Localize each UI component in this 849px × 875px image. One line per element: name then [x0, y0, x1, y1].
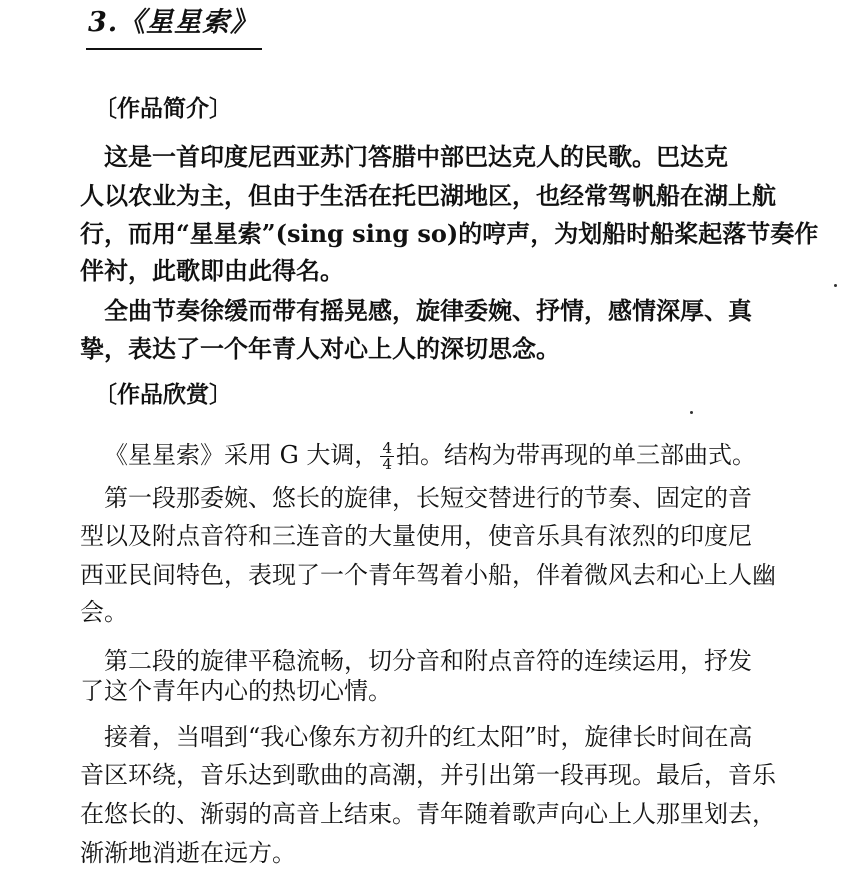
section-heading-intro: 〔作品简介〕 [94, 95, 232, 122]
paragraph-line: 第二段的旋律平稳流畅，切分音和附点音符的连续运用，抒发 [104, 647, 752, 675]
paragraph-line: 了这个青年内心的热切心情。 [80, 677, 392, 705]
structure-text: 拍。结构为带再现的单三部曲式。 [395, 441, 756, 469]
paragraph-line: 伴衬，此歌即由此得名。 [80, 256, 344, 285]
paragraph-line: 挚，表达了一个年青人对心上人的深切思念。 [80, 334, 560, 363]
paragraph-line: 在悠长的、渐弱的高音上结束。青年随着歌声向心上人那里划去， [80, 800, 776, 828]
paragraph-line: 音区环绕，音乐达到歌曲的高潮，并引出第一段再现。最后，音乐 [80, 761, 776, 789]
key-text: 《星星索》采用 G 大调， [104, 441, 379, 469]
paragraph-line: 西亚民间特色，表现了一个青年驾着小船，伴着微风去和心上人幽 [80, 561, 776, 589]
time-signature-denominator: 4 [382, 455, 392, 473]
scan-speck [834, 284, 837, 287]
title-underline [86, 48, 262, 50]
paragraph-line: 渐渐地消逝在远方。 [80, 839, 296, 867]
scan-speck [690, 411, 693, 414]
page-title: 3.《星星索》 [88, 7, 259, 38]
paragraph-line: 全曲节奏徐缓而带有摇晃感，旋律委婉、抒情，感情深厚、真 [104, 296, 752, 325]
paragraph-line: 人以农业为主，但由于生活在托巴湖地区，也经常驾帆船在湖上航 [80, 181, 776, 210]
section-heading-appreciation: 〔作品欣赏〕 [94, 381, 232, 408]
time-signature-numerator: 4 [382, 439, 392, 457]
paragraph-line: 型以及附点音符和三连音的大量使用，使音乐具有浓烈的印度尼 [80, 522, 752, 550]
paragraph-line: 第一段那委婉、悠长的旋律，长短交替进行的节奏、固定的音 [104, 484, 752, 512]
time-signature [380, 441, 394, 472]
paragraph-line: 行，而用“星星索”(sing sing so)的哼声，为划船时船桨起落节奏作 [80, 219, 819, 248]
paragraph-line: 接着，当唱到“我心像东方初升的红太阳”时，旋律长时间在高 [104, 723, 753, 751]
paragraph-line-key-signature [104, 440, 756, 472]
paragraph-line: 这是一首印度尼西亚苏门答腊中部巴达克人的民歌。巴达克 [104, 142, 728, 171]
paragraph-line: 会。 [80, 598, 128, 626]
